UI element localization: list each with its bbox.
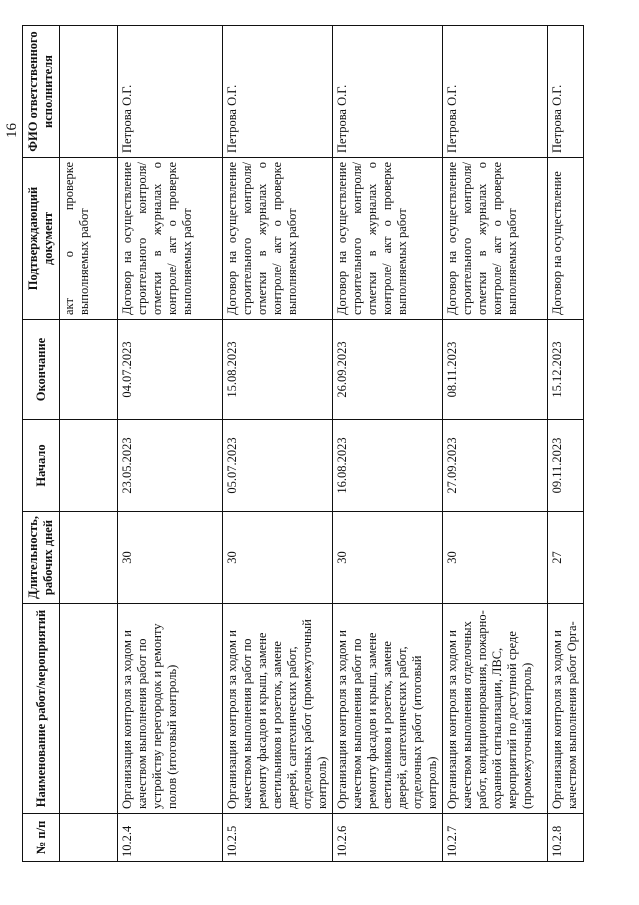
cell-num: 10.2.7 bbox=[443, 814, 548, 862]
cell-name: Организация контроля за ходом и качеством выполнения работ Орга- bbox=[548, 604, 584, 814]
cell-num: 10.2.5 bbox=[223, 814, 333, 862]
cell-start: 23.05.2023 bbox=[118, 420, 223, 512]
page-number: 16 bbox=[4, 123, 20, 138]
header-start: Начало bbox=[23, 420, 60, 512]
cell-start: 09.11.2023 bbox=[548, 420, 584, 512]
cell-empty bbox=[60, 320, 118, 420]
cell-num: 10.2.4 bbox=[118, 814, 223, 862]
table-header-row bbox=[23, 26, 60, 862]
cell-start: 27.09.2023 bbox=[443, 420, 548, 512]
header-end: Окончание bbox=[23, 320, 60, 420]
cell-empty bbox=[60, 420, 118, 512]
cell-end: 08.11.2023 bbox=[443, 320, 548, 420]
header-person: ФИО ответственного исполнителя bbox=[23, 26, 60, 158]
header-name: Наименование работ/мероприятий bbox=[23, 604, 60, 814]
table-row-continuation bbox=[60, 26, 118, 862]
table-row bbox=[118, 26, 223, 862]
table-row bbox=[333, 26, 443, 862]
cell-start: 16.08.2023 bbox=[333, 420, 443, 512]
cell-empty bbox=[60, 814, 118, 862]
cell-name: Организация контроля за ходом и качеством выполнения отделочных работ, кондиционирования, пожарно-охранной сигнализации, ЛВС, мероприятий по доступной среде (промежуточный контроль) bbox=[443, 604, 548, 814]
cell-doc: Договор на осуществление строительного контроля/отметки в журналах о контроле/ акт о проверке выполняемых работ bbox=[223, 158, 333, 320]
cell-num: 10.2.8 bbox=[548, 814, 584, 862]
table-row bbox=[223, 26, 333, 862]
table-row bbox=[548, 26, 584, 862]
cell-empty bbox=[60, 26, 118, 158]
cell-duration: 30 bbox=[223, 512, 333, 604]
cell-end: 15.12.2023 bbox=[548, 320, 584, 420]
cell-person: Петрова О.Г. bbox=[223, 26, 333, 158]
cell-name: Организация контроля за ходом и качеством выполнения работ по устройству перегородок и ремонту полов (итоговый контроль) bbox=[118, 604, 223, 814]
cell-person: Петрова О.Г. bbox=[548, 26, 584, 158]
cell-end: 15.08.2023 bbox=[223, 320, 333, 420]
schedule-table bbox=[22, 25, 584, 862]
cell-doc: Договор на осуществление строительного контроля/ отметки в журналах о контроле/ акт о проверке выполняемых работ bbox=[443, 158, 548, 320]
cell-duration: 30 bbox=[118, 512, 223, 604]
cell-person: Петрова О.Г. bbox=[443, 26, 548, 158]
cell-name: Организация контроля за ходом и качеством выполнения работ по ремонту фасадов и крыш, замене светильников и розеток, замене дверей, сантехнических работ, отделочных работ (итоговый контроль) bbox=[333, 604, 443, 814]
cell-end: 04.07.2023 bbox=[118, 320, 223, 420]
header-duration: Длительность, рабочих дней bbox=[23, 512, 60, 604]
cell-name: Организация контроля за ходом и качеством выполнения работ по ремонту фасадов и крыш, замене светильников и розеток, замене дверей, сантехнических работ, отделочных работ (промежуточный контроль) bbox=[223, 604, 333, 814]
cell-duration: 30 bbox=[333, 512, 443, 604]
cell-duration: 27 bbox=[548, 512, 584, 604]
table-row bbox=[443, 26, 548, 862]
cell-doc: акт о проверке выполняемых работ bbox=[60, 158, 118, 320]
cell-num: 10.2.6 bbox=[333, 814, 443, 862]
cell-doc: Договор на осуществление строительного контроля/ отметки в журналах о контроле/ акт о проверке выполняемых работ bbox=[333, 158, 443, 320]
header-doc: Подтверждающий документ bbox=[23, 158, 60, 320]
cell-empty bbox=[60, 604, 118, 814]
cell-start: 05.07.2023 bbox=[223, 420, 333, 512]
header-num: № п/п bbox=[23, 814, 60, 862]
cell-end: 26.09.2023 bbox=[333, 320, 443, 420]
cell-duration: 30 bbox=[443, 512, 548, 604]
cell-person: Петрова О.Г. bbox=[333, 26, 443, 158]
cell-empty bbox=[60, 512, 118, 604]
cell-doc: Договор на осуществление bbox=[548, 158, 584, 320]
cell-person: Петрова О.Г. bbox=[118, 26, 223, 158]
rotated-table-container bbox=[22, 26, 612, 862]
cell-doc: Договор на осуществление строительного контроля/ отметки в журналах о контроле/ акт о проверке выполняемых работ bbox=[118, 158, 223, 320]
